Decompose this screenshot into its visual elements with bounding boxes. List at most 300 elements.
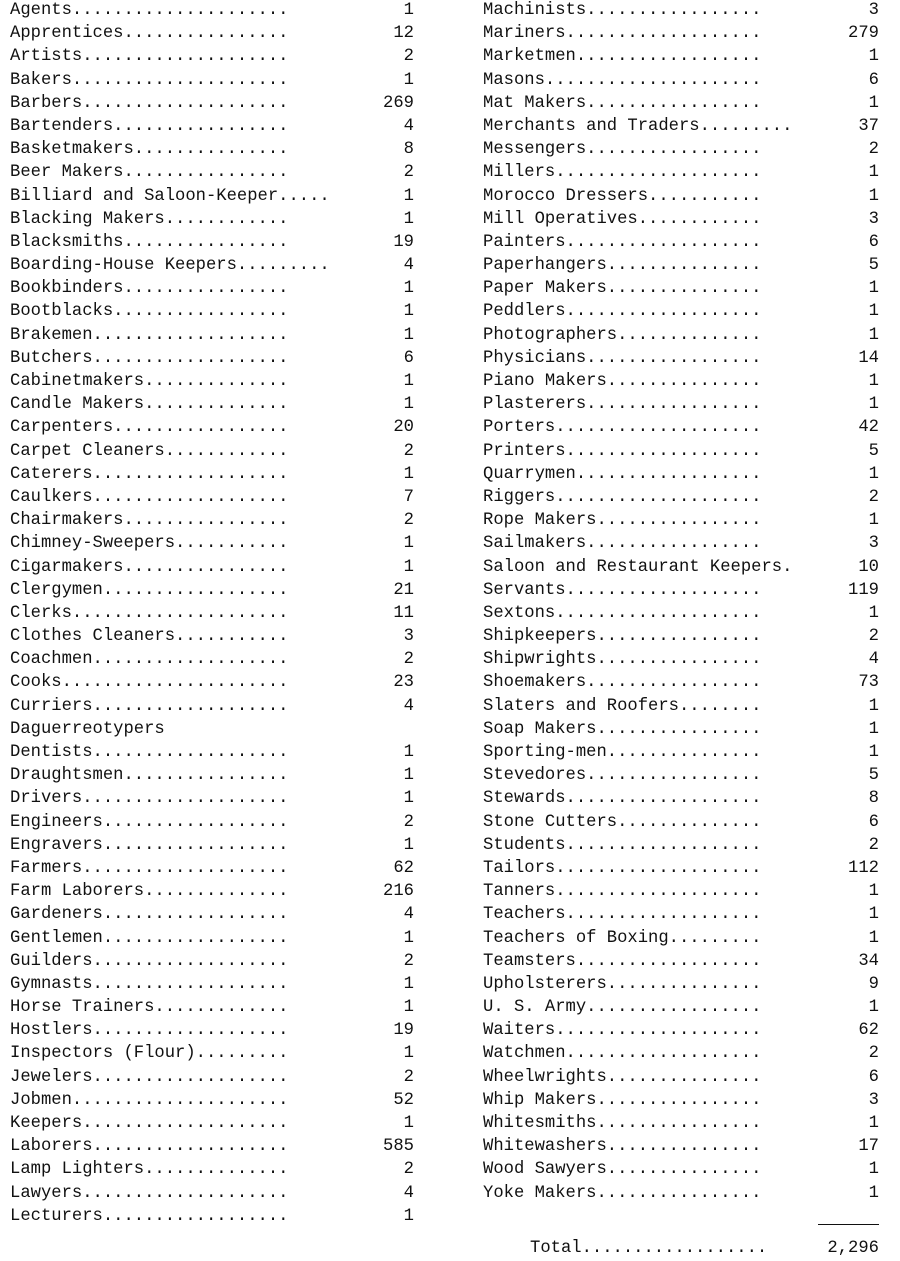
occupation-row xyxy=(10,464,414,487)
occupation-count: 10 xyxy=(858,557,879,577)
occupation-label: Whitesmiths................ xyxy=(483,1114,762,1133)
occupation-count: 1 xyxy=(868,998,879,1018)
occupation-row xyxy=(10,649,414,672)
occupation-label: U. S. Army................. xyxy=(483,998,762,1018)
occupation-row xyxy=(483,510,879,533)
occupation-label: Farmers.................... xyxy=(10,858,289,878)
occupation-count: 1 xyxy=(868,279,879,299)
occupation-count: 12 xyxy=(393,24,414,44)
occupation-row xyxy=(483,719,879,742)
occupation-label: Horse Trainers............. xyxy=(10,998,289,1018)
occupation-count: 216 xyxy=(383,882,414,902)
occupation-label: Whitewashers............... xyxy=(483,1137,762,1157)
occupation-count: 6 xyxy=(868,70,879,90)
occupation-row xyxy=(483,139,879,162)
occupation-row xyxy=(483,1020,879,1043)
occupation-label: Boarding-House Keepers......... xyxy=(10,256,330,276)
occupation-row xyxy=(10,139,414,162)
occupation-row xyxy=(483,974,879,997)
occupation-count: 73 xyxy=(858,673,879,693)
occupation-label: Watchmen................... xyxy=(483,1044,762,1064)
occupation-count: 2 xyxy=(868,627,879,647)
occupation-count: 1 xyxy=(403,534,414,554)
occupation-label: Bootblacks................. xyxy=(10,302,289,322)
occupation-row xyxy=(10,371,414,394)
occupation-count: 3 xyxy=(403,627,414,647)
occupation-row xyxy=(10,742,414,765)
occupation-count: 1 xyxy=(403,209,414,229)
occupation-row xyxy=(10,1067,414,1090)
occupation-row xyxy=(10,812,414,835)
occupation-row xyxy=(10,1043,414,1066)
occupation-count: 17 xyxy=(858,1137,879,1157)
occupation-count: 20 xyxy=(393,418,414,438)
occupation-count: 23 xyxy=(393,673,414,693)
occupation-count: 6 xyxy=(403,348,414,368)
occupation-row xyxy=(10,1183,414,1206)
occupation-count: 1 xyxy=(403,464,414,484)
occupation-count: 1 xyxy=(403,1,414,20)
occupation-row xyxy=(10,1159,414,1182)
occupation-label: Jewelers................... xyxy=(10,1067,289,1087)
occupation-count: 1 xyxy=(403,974,414,994)
occupation-row xyxy=(10,417,414,440)
occupation-label: Cigarmakers................ xyxy=(10,557,289,577)
occupation-row xyxy=(483,348,879,371)
occupation-row xyxy=(483,1043,879,1066)
occupation-count: 19 xyxy=(393,232,414,252)
occupation-count: 1 xyxy=(868,719,879,739)
occupation-row xyxy=(10,93,414,116)
occupation-count: 8 xyxy=(403,140,414,160)
occupation-row xyxy=(483,904,879,927)
occupation-row xyxy=(10,719,414,742)
occupation-label: Mariners................... xyxy=(483,24,762,44)
occupation-count: 2 xyxy=(403,650,414,670)
occupation-label: Caulkers................... xyxy=(10,487,289,507)
occupation-row xyxy=(483,765,879,788)
occupation-count: 2 xyxy=(868,487,879,507)
occupation-row xyxy=(483,858,879,881)
occupation-count: 585 xyxy=(383,1137,414,1157)
occupation-row xyxy=(483,325,879,348)
occupation-row xyxy=(483,23,879,46)
occupation-count: 1 xyxy=(868,511,879,531)
total-rule xyxy=(818,1224,879,1225)
occupation-row xyxy=(10,23,414,46)
occupation-row xyxy=(10,441,414,464)
occupation-row xyxy=(10,209,414,232)
occupation-row xyxy=(10,116,414,139)
occupation-row xyxy=(483,441,879,464)
occupation-label: Porters.................... xyxy=(483,418,762,438)
occupation-count: 1 xyxy=(403,395,414,415)
occupation-row xyxy=(10,672,414,695)
occupation-label: Gentlemen.................. xyxy=(10,928,289,948)
occupation-label: Hostlers................... xyxy=(10,1021,289,1041)
occupation-row xyxy=(10,557,414,580)
occupation-count: 62 xyxy=(858,1021,879,1041)
occupation-row xyxy=(10,951,414,974)
occupation-count: 4 xyxy=(868,650,879,670)
occupation-label: Stewards................... xyxy=(483,789,762,809)
occupation-label: Bookbinders................ xyxy=(10,279,289,299)
occupation-label: Mat Makers................. xyxy=(483,93,762,113)
occupation-label: Caterers................... xyxy=(10,464,289,484)
occupation-count: 21 xyxy=(393,580,414,600)
occupation-label: Printers................... xyxy=(483,441,762,461)
occupation-label: Yoke Makers................ xyxy=(483,1183,762,1203)
occupation-row xyxy=(483,649,879,672)
occupation-row xyxy=(10,278,414,301)
occupation-row xyxy=(483,580,879,603)
occupation-count: 2 xyxy=(403,951,414,971)
occupation-label: Farm Laborers.............. xyxy=(10,882,289,902)
occupation-count: 2 xyxy=(868,140,879,160)
occupation-row xyxy=(10,974,414,997)
occupation-label: Guilders................... xyxy=(10,951,289,971)
occupation-label: Teachers of Boxing......... xyxy=(483,928,762,948)
occupation-label: Riggers.................... xyxy=(483,487,762,507)
occupation-label: Soap Makers................ xyxy=(483,719,762,739)
occupation-count: 1 xyxy=(403,743,414,762)
occupation-count: 1 xyxy=(403,186,414,206)
occupation-count: 279 xyxy=(848,24,879,44)
occupation-row xyxy=(483,1183,879,1206)
occupation-count: 2 xyxy=(403,163,414,183)
occupation-row xyxy=(10,997,414,1020)
occupation-row xyxy=(10,1136,414,1159)
occupation-label: Cabinetmakers.............. xyxy=(10,372,289,391)
occupation-row xyxy=(483,696,879,719)
occupation-row xyxy=(483,672,879,695)
occupation-row xyxy=(483,928,879,951)
occupation-count: 1 xyxy=(868,163,879,183)
occupation-count: 1 xyxy=(868,93,879,113)
occupation-label: Mill Operatives............ xyxy=(483,209,762,229)
occupation-label: Paper Makers............... xyxy=(483,279,762,299)
occupation-count: 5 xyxy=(868,441,879,461)
occupation-count: 1 xyxy=(403,835,414,855)
occupation-count: 9 xyxy=(868,974,879,994)
occupation-row xyxy=(483,46,879,69)
occupation-label: Morocco Dressers........... xyxy=(483,186,762,206)
occupation-label: Teamsters.................. xyxy=(483,951,762,971)
occupation-count: 2 xyxy=(403,1067,414,1087)
occupation-count: 7 xyxy=(403,487,414,507)
occupation-row xyxy=(10,533,414,556)
occupation-count: 3 xyxy=(868,534,879,554)
occupation-label: Inspectors (Flour)......... xyxy=(10,1044,289,1064)
occupation-row xyxy=(10,1113,414,1136)
occupation-count: 37 xyxy=(858,116,879,136)
occupation-count: 1 xyxy=(868,905,879,925)
occupation-count: 42 xyxy=(858,418,879,438)
occupation-label: Sailmakers................. xyxy=(483,534,762,554)
occupation-row xyxy=(483,1159,879,1182)
occupation-row xyxy=(483,417,879,440)
occupation-label: Photographers.............. xyxy=(483,325,762,345)
occupation-row xyxy=(10,487,414,510)
occupation-count: 1 xyxy=(868,928,879,948)
occupation-label: Clothes Cleaners........... xyxy=(10,627,289,647)
occupation-label: Shipwrights................ xyxy=(483,650,762,670)
occupation-count: 1 xyxy=(403,1206,414,1226)
occupation-count: 6 xyxy=(868,232,879,252)
occupation-count: 62 xyxy=(393,858,414,878)
occupation-row xyxy=(483,93,879,116)
occupation-row xyxy=(10,835,414,858)
occupation-label: Stevedores................. xyxy=(483,766,762,786)
occupation-count: 1 xyxy=(868,696,879,716)
occupation-count: 1 xyxy=(403,928,414,948)
occupation-label: Butchers................... xyxy=(10,348,289,368)
occupation-row xyxy=(10,928,414,951)
occupation-count: 1 xyxy=(868,1183,879,1203)
occupation-count: 3 xyxy=(868,1,879,20)
occupation-count: 3 xyxy=(868,1090,879,1110)
occupation-row xyxy=(483,626,879,649)
occupation-label: Beer Makers................ xyxy=(10,163,289,183)
occupation-label: Cooks...................... xyxy=(10,673,289,693)
occupation-count: 2 xyxy=(868,835,879,855)
occupation-count: 1 xyxy=(403,998,414,1018)
occupation-row xyxy=(483,209,879,232)
occupation-row xyxy=(483,186,879,209)
occupation-row xyxy=(483,997,879,1020)
occupation-count: 4 xyxy=(403,696,414,716)
occupation-row xyxy=(10,186,414,209)
occupation-count: 2 xyxy=(868,1044,879,1064)
occupation-count: 6 xyxy=(868,812,879,832)
occupation-row xyxy=(483,1113,879,1136)
occupation-label: Lawyers.................... xyxy=(10,1183,289,1203)
occupation-row xyxy=(483,533,879,556)
occupation-count: 1 xyxy=(868,325,879,345)
occupation-row xyxy=(10,1206,414,1229)
occupation-row xyxy=(483,0,879,23)
occupation-label: Quarrymen.................. xyxy=(483,464,762,484)
occupation-count: 19 xyxy=(393,1021,414,1041)
occupation-count: 1 xyxy=(868,47,879,67)
occupation-label: Plasterers................. xyxy=(483,395,762,415)
occupation-row xyxy=(10,348,414,371)
occupation-count: 4 xyxy=(403,256,414,276)
occupation-row xyxy=(10,70,414,93)
occupation-row xyxy=(483,394,879,417)
occupation-row xyxy=(483,232,879,255)
occupation-row xyxy=(483,881,879,904)
occupation-count: 3 xyxy=(868,209,879,229)
occupation-label: Dentists................... xyxy=(10,743,289,762)
occupation-row xyxy=(483,278,879,301)
occupation-label: Curriers................... xyxy=(10,696,289,716)
occupation-label: Bartenders................. xyxy=(10,116,289,136)
occupation-label: Messengers................. xyxy=(483,140,762,160)
occupation-count: 4 xyxy=(403,116,414,136)
occupation-label: Billiard and Saloon-Keeper..... xyxy=(10,186,330,206)
occupation-row xyxy=(483,1067,879,1090)
occupation-label: Merchants and Traders......... xyxy=(483,116,793,136)
occupation-label: Barbers.................... xyxy=(10,93,289,113)
occupation-row xyxy=(10,904,414,927)
occupation-count: 52 xyxy=(393,1090,414,1110)
occupation-label: Clergymen.................. xyxy=(10,580,289,600)
occupation-count: 1 xyxy=(403,789,414,809)
occupation-row xyxy=(10,881,414,904)
occupation-label: Basketmakers............... xyxy=(10,140,289,160)
occupation-row xyxy=(10,580,414,603)
occupation-count: 1 xyxy=(403,279,414,299)
occupation-count: 1 xyxy=(868,603,879,623)
occupation-label: Lecturers.................. xyxy=(10,1206,289,1226)
occupation-label: Students................... xyxy=(483,835,762,855)
occupation-label: Gymnasts................... xyxy=(10,974,289,994)
occupation-count: 1 xyxy=(403,1114,414,1133)
occupation-label: Servants................... xyxy=(483,580,762,600)
occupation-row xyxy=(10,788,414,811)
occupation-label: Blacking Makers............ xyxy=(10,209,289,229)
occupation-row xyxy=(10,858,414,881)
occupation-label: Shipkeepers................ xyxy=(483,627,762,647)
occupation-label: Slaters and Roofers........ xyxy=(483,696,762,716)
occupation-row xyxy=(483,951,879,974)
occupation-row xyxy=(483,835,879,858)
occupation-count: 1 xyxy=(868,302,879,322)
occupation-count: 5 xyxy=(868,256,879,276)
occupation-label: Waiters.................... xyxy=(483,1021,762,1041)
occupation-label: Tanners.................... xyxy=(483,882,762,902)
occupation-label: Sextons.................... xyxy=(483,603,762,623)
occupation-row xyxy=(10,232,414,255)
occupation-count: 34 xyxy=(858,951,879,971)
occupation-row xyxy=(10,696,414,719)
occupation-list-right xyxy=(483,0,879,1206)
occupation-row xyxy=(483,788,879,811)
occupation-label: Peddlers................... xyxy=(483,302,762,322)
occupation-label: Wheelwrights............... xyxy=(483,1067,762,1087)
occupation-label: Whip Makers................ xyxy=(483,1090,762,1110)
occupation-row xyxy=(483,70,879,93)
occupation-label: Chairmakers................ xyxy=(10,511,289,531)
occupation-row xyxy=(483,301,879,324)
occupation-label: Keepers.................... xyxy=(10,1114,289,1133)
occupation-row xyxy=(483,742,879,765)
occupation-row xyxy=(10,510,414,533)
occupation-count: 1 xyxy=(403,325,414,345)
occupation-label: Lamp Lighters.............. xyxy=(10,1160,289,1180)
occupation-label: Jobmen..................... xyxy=(10,1090,289,1110)
occupation-row xyxy=(10,1090,414,1113)
occupation-label: Millers.................... xyxy=(483,163,762,183)
occupation-label: Daguerreotypers xyxy=(10,719,165,739)
occupation-count: 6 xyxy=(868,1067,879,1087)
occupation-label: Engineers.................. xyxy=(10,812,289,832)
occupation-label: Tailors.................... xyxy=(483,858,762,878)
occupation-row xyxy=(483,603,879,626)
occupation-label: Chimney-Sweepers........... xyxy=(10,534,289,554)
total-count: 2,296 xyxy=(827,1239,879,1258)
occupation-label: Machinists................. xyxy=(483,1,762,20)
occupation-row xyxy=(483,557,879,580)
occupation-count: 8 xyxy=(868,789,879,809)
occupation-count: 1 xyxy=(868,186,879,206)
occupation-label: Agents..................... xyxy=(10,1,289,20)
occupation-count: 1 xyxy=(868,372,879,391)
occupation-count: 1 xyxy=(868,395,879,415)
occupation-label: Saloon and Restaurant Keepers. xyxy=(483,557,793,577)
occupation-row xyxy=(10,1020,414,1043)
occupation-label: Draughtsmen................ xyxy=(10,766,289,786)
occupation-row xyxy=(10,0,414,23)
occupation-label: Laborers................... xyxy=(10,1137,289,1157)
occupation-row xyxy=(10,603,414,626)
occupation-count: 14 xyxy=(858,348,879,368)
occupation-count: 1 xyxy=(868,464,879,484)
occupation-label: Artists.................... xyxy=(10,47,289,67)
occupation-count: 1 xyxy=(868,882,879,902)
total-label: Total.................. xyxy=(530,1239,768,1258)
occupation-label: Paperhangers............... xyxy=(483,256,762,276)
occupation-row xyxy=(483,162,879,185)
occupation-list-left xyxy=(10,0,414,1229)
occupation-label: Wood Sawyers............... xyxy=(483,1160,762,1180)
occupation-count: 2 xyxy=(403,441,414,461)
occupation-label: Marketmen.................. xyxy=(483,47,762,67)
occupation-row xyxy=(483,1090,879,1113)
occupation-count: 2 xyxy=(403,812,414,832)
occupation-count: 1 xyxy=(403,1044,414,1064)
occupation-count: 11 xyxy=(393,603,414,623)
occupation-count: 1 xyxy=(403,302,414,322)
occupation-count: 2 xyxy=(403,47,414,67)
total-row xyxy=(530,1238,879,1260)
occupation-count: 1 xyxy=(403,70,414,90)
occupation-label: Blacksmiths................ xyxy=(10,232,289,252)
occupation-label: Rope Makers................ xyxy=(483,511,762,531)
occupation-label: Apprentices................ xyxy=(10,24,289,44)
occupation-row xyxy=(10,325,414,348)
occupation-label: Candle Makers.............. xyxy=(10,395,289,415)
occupation-label: Brakemen................... xyxy=(10,325,289,345)
occupation-label: Shoemakers................. xyxy=(483,673,762,693)
occupation-label: Gardeners.................. xyxy=(10,905,289,925)
occupation-row xyxy=(483,464,879,487)
occupation-label: Carpet Cleaners............ xyxy=(10,441,289,461)
occupation-label: Painters................... xyxy=(483,232,762,252)
occupation-row xyxy=(10,255,414,278)
occupation-row xyxy=(10,626,414,649)
occupation-row xyxy=(483,116,879,139)
occupation-count: 1 xyxy=(403,766,414,786)
occupation-label: Upholsterers............... xyxy=(483,974,762,994)
occupation-count: 2 xyxy=(403,1160,414,1180)
occupation-label: Piano Makers............... xyxy=(483,372,762,391)
occupation-count: 5 xyxy=(868,766,879,786)
occupation-row xyxy=(483,487,879,510)
occupation-count: 112 xyxy=(848,858,879,878)
occupation-count: 4 xyxy=(403,905,414,925)
occupation-count: 1 xyxy=(868,743,879,762)
occupation-label: Teachers................... xyxy=(483,905,762,925)
occupation-label: Engravers.................. xyxy=(10,835,289,855)
occupation-count: 2 xyxy=(403,511,414,531)
occupation-row xyxy=(483,371,879,394)
occupation-count: 1 xyxy=(868,1114,879,1133)
occupation-row xyxy=(483,812,879,835)
occupation-label: Carpenters................. xyxy=(10,418,289,438)
occupation-label: Physicians................. xyxy=(483,348,762,368)
